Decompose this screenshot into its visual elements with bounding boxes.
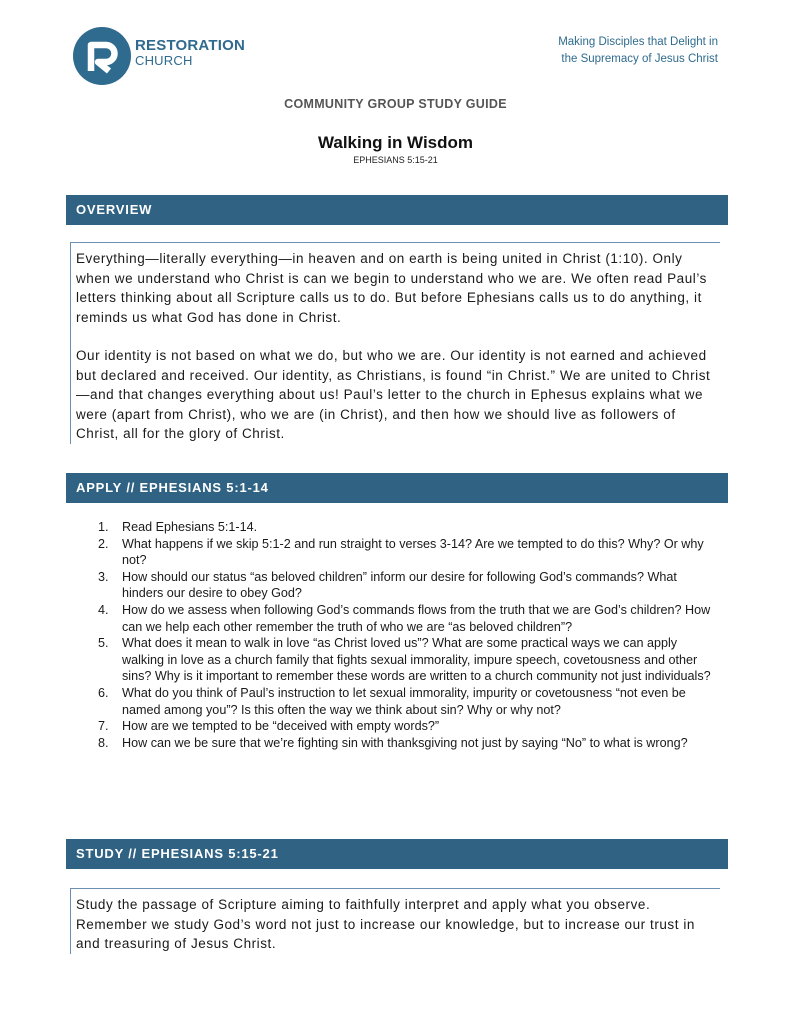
question-item: [98, 569, 718, 602]
question-text: What does it mean to walk in love “as Christ loved us”? What are some practical ways we can apply walking in love as a church family that fights sexual immorality, impure speech, covetousness and other sins? Why is it important to remember these words are written to a church community not just individuals?: [122, 636, 711, 684]
overview-text-box: [70, 242, 720, 444]
logo-wordmark: [135, 38, 245, 67]
guide-label: COMMUNITY GROUP STUDY GUIDE: [284, 97, 507, 111]
tagline-line-1: Making Disciples that Delight in: [558, 36, 718, 48]
overview-heading: OVERVIEW: [66, 195, 728, 225]
question-text: How are we tempted to be “deceived with empty words?”: [122, 719, 440, 734]
question-item: [98, 519, 718, 536]
overview-paragraph-2: Our identity is not based on what we do, but who we are. Our identity is not earned and achieved but declared and received. Our identity, as Christians, is found “in Christ.” We are united to Christ—and that changes everything about us! Paul’s letter to the church in Ephesus explains what we were (apart from Christ), who we are (in Christ), and then how we should live as followers of Christ, all for the glory of Christ.: [76, 348, 711, 441]
church-tagline: [558, 34, 718, 68]
question-text: How should our status “as beloved children” inform our desire for following God’s commands? What hinders our desire to obey God?: [122, 569, 677, 601]
scripture-reference: EPHESIANS 5:15-21: [353, 155, 438, 165]
study-heading: STUDY // EPHESIANS 5:15-21: [66, 839, 728, 869]
overview-paragraph-1: Everything—literally everything—in heaven and on earth is being united in Christ (1:10). Only when we understand who Christ is can we begin to understand who we are. We often read Paul’s letters thinking about all Scripture calls us to do. But before Ephesians calls us to do anything, it reminds us what God has done in Christ.: [76, 251, 707, 325]
church-logo: [73, 27, 253, 85]
question-number: 1.: [98, 520, 109, 534]
question-number: 6.: [98, 685, 109, 700]
logo-line-1: RESTORATION: [135, 37, 245, 54]
question-text: How can we be sure that we’re fighting sin with thanksgiving not just by saying “No” to what is wrong?: [122, 735, 688, 750]
question-number: 5.: [98, 636, 109, 651]
apply-question-list: [98, 519, 718, 751]
question-text: What happens if we skip 5:1-2 and run straight to verses 3-14? Are we tempted to do this? Why? Or why not?: [122, 536, 704, 568]
question-item: [98, 718, 718, 735]
question-text: What do you think of Paul’s instruction to let sexual immorality, impurity or covetousness “not even be named among you”? Is this often the way we think about sin? Why or why not?: [122, 685, 686, 717]
question-text: How do we assess when following God’s commands flows from the truth that we are God’s children? How can we help each other remember the truth of who we are “as beloved children”?: [122, 602, 711, 634]
question-text: Read Ephesians 5:1-14.: [122, 520, 258, 534]
question-item: [98, 735, 718, 752]
document-title: Walking in Wisdom: [317, 133, 474, 152]
question-number: 3.: [98, 569, 109, 584]
logo-r-icon: [73, 27, 131, 85]
question-item: [98, 635, 718, 685]
question-item: [98, 685, 718, 718]
question-item: [98, 536, 718, 569]
study-text-box: [70, 888, 720, 954]
logo-line-2: CHURCH: [135, 53, 193, 68]
question-number: 7.: [98, 719, 109, 734]
question-item: [98, 602, 718, 635]
question-number: 8.: [98, 735, 109, 750]
apply-heading: APPLY // EPHESIANS 5:1-14: [66, 473, 728, 503]
study-paragraph: Study the passage of Scripture aiming to faithfully interpret and apply what you observe. Remember we study God’s word not just to increase our knowledge, but to increase our trust in and treasuring of Jesus Christ.: [76, 897, 695, 951]
question-number: 4.: [98, 602, 109, 617]
tagline-line-2: the Supremacy of Jesus Christ: [561, 53, 718, 65]
question-number: 2.: [98, 536, 109, 551]
